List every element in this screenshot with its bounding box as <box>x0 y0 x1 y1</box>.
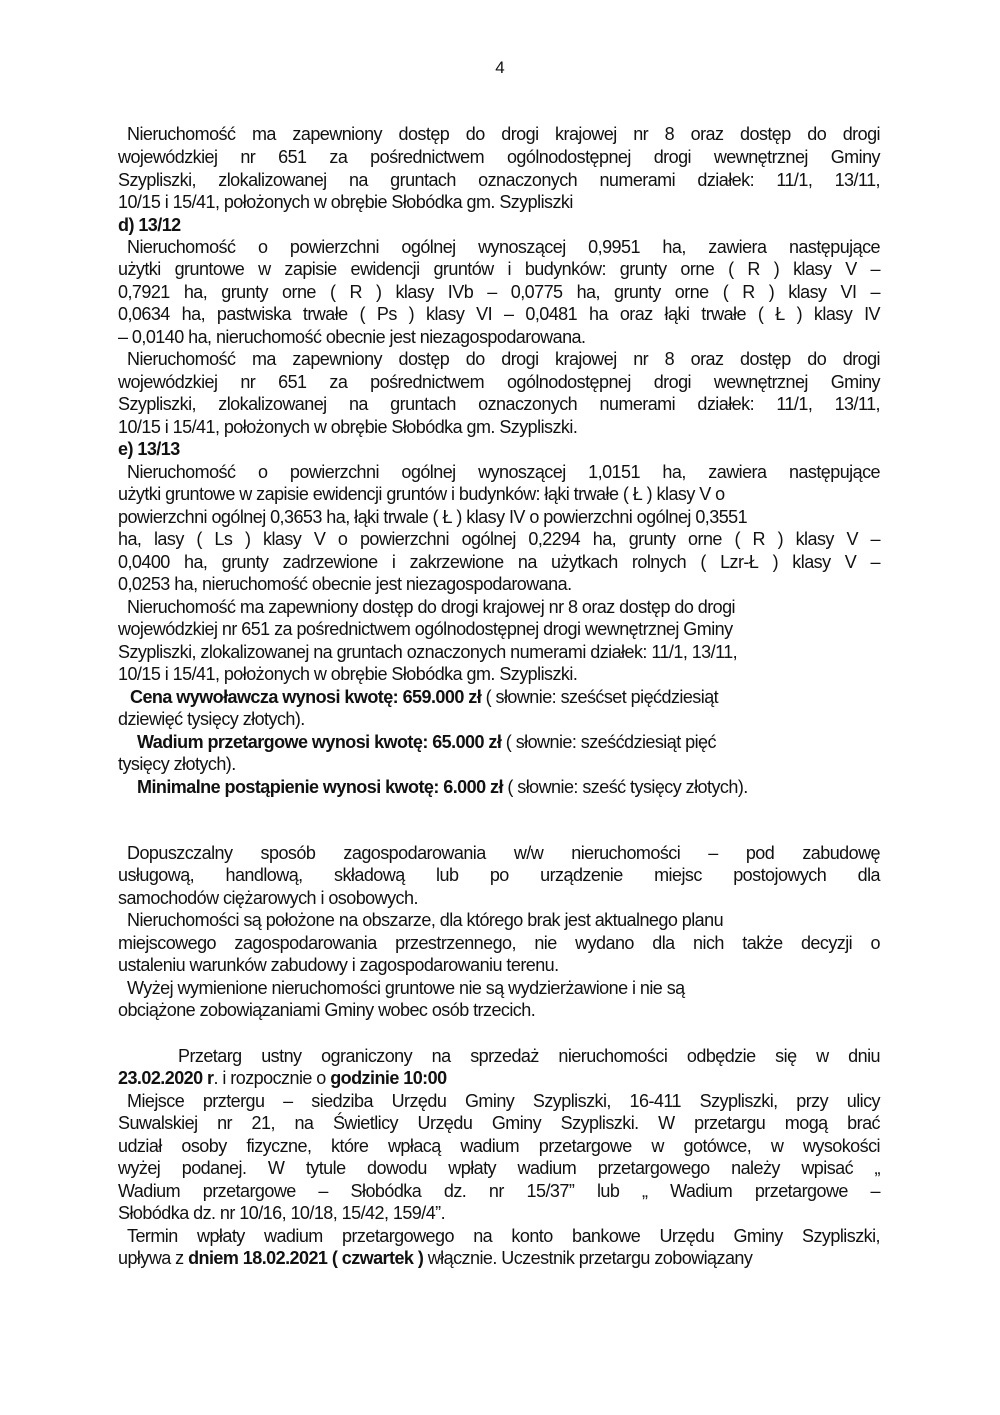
starting-price-words: ( słownie: sześćset pięćdziesiąt <box>481 687 719 707</box>
paragraph-line: obciążone zobowiązaniami Gminy wobec osób trzecich. <box>118 1000 536 1020</box>
deadline-text-post: włącznie. Uczestnik przetargu zobowiązany <box>423 1248 753 1268</box>
auction-date: 23.02.2020 r <box>118 1068 214 1088</box>
deposit-words-cont: tysięcy złotych). <box>118 754 236 774</box>
starting-price-words-cont: dziewięć tysięcy złotych). <box>118 709 305 729</box>
minimum-increment-words: ( słownie: sześć tysięcy złotych). <box>502 777 748 797</box>
paragraph-line: udział osoby fizyczne, które wpłacą wadium przetargowe w gotówce, w wysokości <box>118 1136 880 1156</box>
paragraph-line: Przetarg ustny ograniczony na sprzedaż nieruchomości odbędzie się w dniu <box>178 1046 880 1066</box>
paragraph-line: Nieruchomość o powierzchni ogólnej wynoszącej 1,0151 ha, zawiera następujące <box>127 462 880 482</box>
paragraph-line: użytki gruntowe w zapisie ewidencji gruntów i budynków: łąki trwałe ( Ł ) klasy V o <box>118 484 725 504</box>
paragraph-line: Nieruchomość o powierzchni ogólnej wynoszącej 0,9951 ha, zawiera następujące <box>127 237 880 257</box>
paragraph-line: – 0,0140 ha, nieruchomość obecnie jest niezagospodarowana. <box>118 327 586 347</box>
paragraph-line: powierzchni ogólnej 0,3653 ha, łąki trwale ( Ł ) klasy IV o powierzchni ogólnej 0,3551 <box>118 507 748 527</box>
paragraph-line: Nieruchomości są położone na obszarze, dla którego brak jest aktualnego planu <box>127 910 724 930</box>
paragraph-line: ha, lasy ( Ls ) klasy V o powierzchni ogólnej 0,2294 ha, grunty orne ( R ) klasy V – <box>118 529 880 549</box>
paragraph-line: 10/15 i 15/41, położonych w obrębie Słobódka gm. Szypliszki. <box>118 664 578 684</box>
paragraph-line: 0,7921 ha, grunty orne ( R ) klasy IVb – 0,0775 ha, grunty orne ( R ) klasy VI – <box>118 282 880 302</box>
minimum-increment-label: Minimalne postąpienie wynosi kwotę: 6.000 zł <box>137 777 503 797</box>
paragraph-line: Szypliszki, zlokalizowanej na gruntach oznaczonych numerami działek: 11/1, 13/11, <box>118 170 880 190</box>
deposit-label: Wadium przetargowe wynosi kwotę: 65.000 zł <box>137 732 502 752</box>
minimum-increment <box>118 776 899 798</box>
page-number: 4 <box>495 58 505 77</box>
paragraph-line: Termin wpłaty wadium przetargowego na konto bankowe Urzędu Gminy Szypliszki, <box>127 1226 880 1246</box>
paragraph-line: Słobódka dz. nr 10/16, 10/18, 15/42, 159/4”. <box>118 1203 446 1223</box>
paragraph-line: Wadium przetargowe – Słobódka dz. nr 15/37” lub „ Wadium przetargowe – <box>118 1181 880 1201</box>
paragraph-line: ustaleniu warunków zabudowy i zagospodarowaniu terenu. <box>118 955 559 975</box>
deposit-amount <box>118 731 899 753</box>
section-heading-d: d) 13/12 <box>118 215 181 235</box>
deposit-deadline: dniem 18.02.2021 ( czwartek ) <box>188 1248 424 1268</box>
paragraph-line: 0,0634 ha, pastwiska trwałe ( Ps ) klasy VI – 0,0481 ha oraz łąki trwałe ( Ł ) klasy IV <box>118 304 880 324</box>
paragraph-line: 10/15 i 15/41, położonych w obrębie Słobódka gm. Szypliszki. <box>118 417 578 437</box>
paragraph-line: usługową, handlową, składową lub po urządzenie miejsc postojowych dla <box>118 865 880 885</box>
auction-date-text: . i rozpocznie o <box>213 1068 331 1088</box>
section-heading-e: e) 13/13 <box>118 439 180 459</box>
paragraph-line: Miejsce prztergu – siedziba Urzędu Gminy Szypliszki, 16-411 Szypliszki, przy ulicy <box>127 1091 880 1111</box>
paragraph-line: Suwalskiej nr 21, na Świetlicy Urzędu Gminy Szypliszki. W przetargu mogą brać <box>118 1113 880 1133</box>
paragraph-line: wojewódzkiej nr 651 za pośrednictwem ogólnodostępnej drogi wewnętrznej Gminy <box>118 147 880 167</box>
paragraph-line: miejscowego zagospodarowania przestrzennego, nie wydano dla nich także decyzji o <box>118 933 880 953</box>
paragraph-line: 10/15 i 15/41, położonych w obrębie Słobódka gm. Szypliszki <box>118 192 573 212</box>
paragraph-line: wojewódzkiej nr 651 za pośrednictwem ogólnodostępnej drogi wewnętrznej Gminy <box>118 372 880 392</box>
paragraph-line: wojewódzkiej nr 651 za pośrednictwem ogólnodostępnej drogi wewnętrznej Gminy <box>118 619 733 639</box>
starting-price <box>118 686 892 708</box>
deposit-deadline-line <box>118 1247 880 1269</box>
paragraph-line: samochodów ciężarowych i osobowych. <box>118 888 418 908</box>
paragraph-line: 0,0400 ha, grunty zadrzewione i zakrzewione na użytkach rolnych ( Lzr-Ł ) klasy V – <box>118 552 880 572</box>
paragraph-line: Szypliszki, zlokalizowanej na gruntach oznaczonych numerami działek: 11/1, 13/11, <box>118 642 738 662</box>
paragraph-line: Nieruchomość ma zapewniony dostęp do drogi krajowej nr 8 oraz dostęp do drogi <box>127 124 880 144</box>
paragraph-line: 0,0253 ha, nieruchomość obecnie jest niezagospodarowana. <box>118 574 572 594</box>
paragraph-line: użytki gruntowe w zapisie ewidencji gruntów i budynków: grunty orne ( R ) klasy V – <box>118 259 880 279</box>
auction-time: godzinie 10:00 <box>330 1068 447 1088</box>
auction-date-line <box>118 1067 880 1089</box>
paragraph-line: Wyżej wymienione nieruchomości gruntowe nie są wydzierżawione i nie są <box>127 978 685 998</box>
paragraph-line: Dopuszczalny sposób zagospodarowania w/w nieruchomości – pod zabudowę <box>127 843 880 863</box>
deadline-text-pre: upływa z <box>118 1248 189 1268</box>
paragraph-line: Szypliszki, zlokalizowanej na gruntach oznaczonych numerami działek: 11/1, 13/11, <box>118 394 880 414</box>
paragraph-line: wyżej podanej. W tytule dowodu wpłaty wadium przetargowego należy wpisać „ <box>118 1158 880 1178</box>
deposit-words: ( słownie: sześćdziesiąt pięć <box>501 732 716 752</box>
starting-price-label: Cena wywoławcza wynosi kwotę: 659.000 zł <box>130 687 482 707</box>
paragraph-line: Nieruchomość ma zapewniony dostęp do drogi krajowej nr 8 oraz dostęp do drogi <box>127 349 880 369</box>
paragraph-line: Nieruchomość ma zapewniony dostęp do drogi krajowej nr 8 oraz dostęp do drogi <box>127 597 736 617</box>
